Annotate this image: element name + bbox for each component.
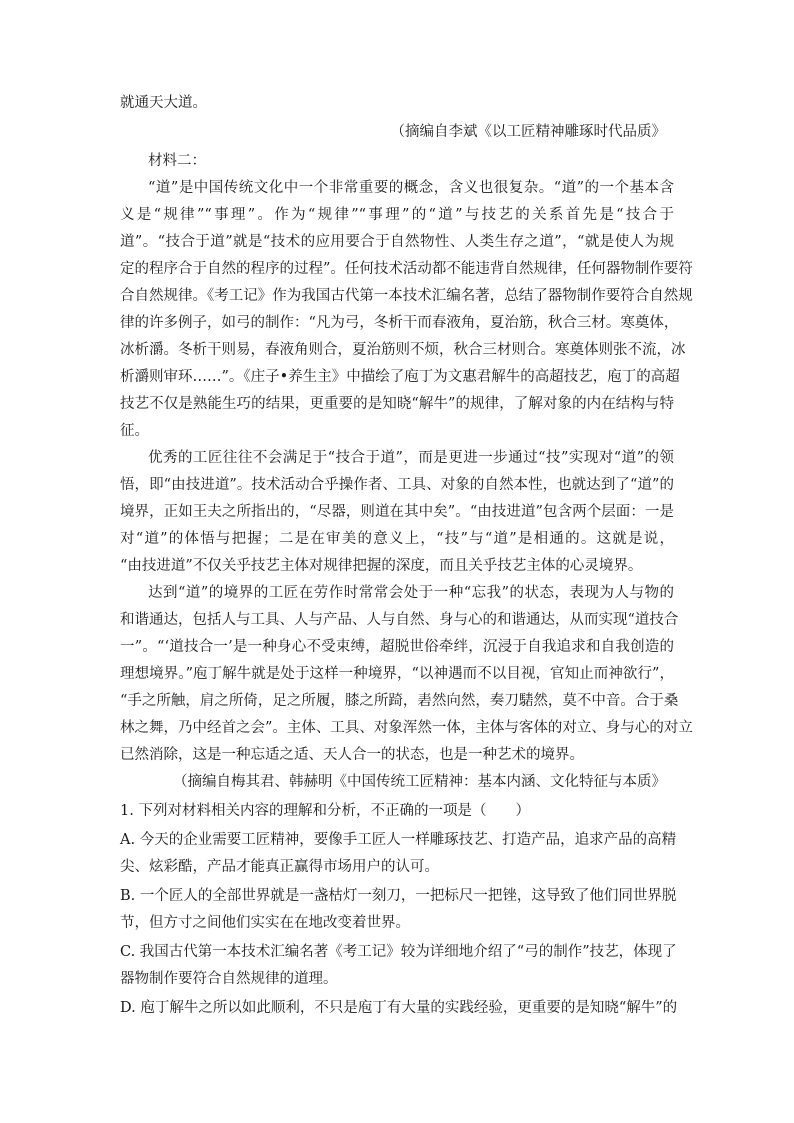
section-heading: 材料二： (148, 153, 206, 169)
option-d: D. 庖丁解牛之所以如此顺利，不只是庖丁有大量的实践经验，更重要的是知晓“解牛”的 (120, 1000, 678, 1016)
source-citation: （摘编自李斌《以工匠精神雕琢时代品质》 (390, 124, 666, 140)
text-line: 理想境界。”庖丁解牛就是处于这样一种境界，“以神遇而不以目视，官知止而神欲行”， (120, 666, 674, 682)
text-line: “道”是中国传统文化中一个非常重要的概念，含义也很复杂。“道”的一个基本含 (148, 180, 674, 196)
text-line: 析灂则审环……”。《庄子•养生主》中描绘了庖丁为文惠君解牛的高超技艺，庖丁的高超 (120, 369, 680, 385)
text-line: 境界，正如王夫之所指出的，“尽器，则道在其中矣”。“由技进道”包含两个层面：一是 (120, 504, 674, 520)
option-a-cont: 尖、炫彩酷，产品才能真正赢得市场用户的认可。 (120, 859, 439, 875)
text-line: 义是“规律”“事理”。作为“规律”“事理”的“道”与技艺的关系首先是“技合于 (120, 207, 674, 223)
text-line: 定的程序合于自然的程序的过程”。任何技术活动都不能违背自然规律，任何器物制作要符 (120, 261, 693, 277)
text-line: 冰析灂。冬析干则易，春液角则合，夏治筋则不烦，秋合三材则合。寒奠体则张不流，冰 (120, 342, 686, 358)
text-line: 对“道”的体悟与把握；二是在审美的意义上，“技”与“道”是相通的。这就是说， (120, 531, 674, 547)
text-line: “由技进道”不仅关乎技艺主体对规律把握的深度，而且关乎技艺主体的心灵境界。 (120, 558, 643, 574)
option-c: C. 我国古代第一本技术汇编名著《考工记》较为详细地介绍了“弓的制作”技艺，体现了 (120, 944, 677, 960)
option-b-cont: 节，但方寸之间他们实实在在地改变着世界。 (120, 915, 410, 931)
option-b: B. 一个匠人的全部世界就是一盏枯灯一刻刀，一把标尺一把锉，这导致了他们同世界脱 (120, 888, 677, 904)
text-line: 已然消除，这是一种忘适之适、天人合一的状态，也是一种艺术的境界。 (120, 747, 584, 763)
text-line: 合自然规律。《考工记》作为我国古代第一本技术汇编名著，总结了器物制作要符合自然规 (120, 288, 693, 304)
text-line: 道”。“技合于道”就是“技术的应用要合于自然物性、人类生存之道”，“就是使人为规 (120, 234, 674, 250)
text-line: “手之所触，肩之所倚，足之所履，膝之所踦，砉然向然，奏刀騞然，莫不中音。合于桑 (120, 693, 679, 709)
text-line: 就通天大道。 (120, 95, 207, 111)
question-stem: 1. 下列对材料相关内容的理解和分析，不正确的一项是（ ） (120, 803, 530, 819)
text-line: 技艺不仅是熟能生巧的结果，更重要的是知晓“解牛”的规律，了解对象的内在结构与特 (120, 396, 674, 412)
text-line: 律的许多例子，如弓的制作：“凡为弓，冬析干而春液角，夏治筋，秋合三材。寒奠体， (120, 315, 679, 331)
source-citation: （摘编自梅其君、韩赫明《中国传统工匠精神：基本内涵、文化特征与本质》 (173, 774, 666, 790)
text-line: 优秀的工匠往往不会满足于“技合于道”，而是更进一步通过“技”实现对“道”的领 (148, 450, 674, 466)
text-line: 达到“道”的境界的工匠在劳作时常常会处于一种“忘我”的状态，表现为人与物的 (148, 585, 674, 601)
text-line: 悟，即“由技进道”。技术活动合乎操作者、工具、对象的自然本性，也就达到了“道”的 (120, 477, 674, 493)
text-line: 和谐通达，包括人与工具、人与产品、人与自然、身与心的和谐通达，从而实现“道技合 (120, 612, 679, 628)
text-line: 征。 (120, 423, 149, 439)
option-c-cont: 器物制作要符合自然规律的道理。 (120, 971, 338, 987)
option-a: A. 今天的企业需要工匠精神，要像手工匠人一样雕琢技艺、打造产品，追求产品的高精 (120, 832, 677, 848)
text-line: 林之舞，乃中经首之会”。主体、工具、对象浑然一体，主体与客体的对立、身与心的对立 (120, 720, 693, 736)
text-line: 一”。“‘道技合一’是一种身心不受束缚，超脱世俗牵绊，沉浸于自我追求和自我创造的 (120, 639, 674, 655)
